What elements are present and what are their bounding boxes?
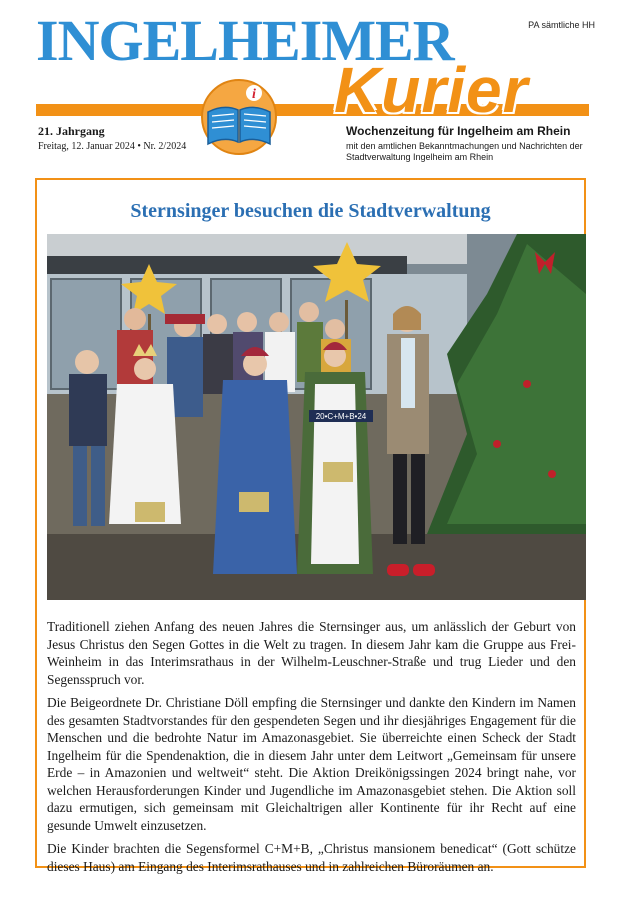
masthead [0, 0, 625, 180]
tagline-subline: mit den amtlichen Bekanntmachungen und Nachrichten der Stadtverwaltung Ingelheim am Rhein [346, 141, 583, 162]
article-headline: Sternsinger besuchen die Stadtverwaltung [130, 200, 491, 222]
distribution-label: PA sämtliche HH [528, 20, 595, 30]
photo-chalk-label: 20•C+M+B•24 [315, 412, 367, 421]
issue-date: Freitag, 12. Januar 2024 • Nr. 2/2024 [38, 141, 187, 152]
newspaper-subtitle: Kurier [334, 54, 529, 126]
article-paragraph: Traditionell ziehen Anfang des neuen Jahres die Sternsinger aus, um anlässlich der Geburt von Jesus Christus den Segen Gottes in die Welt zu tragen. In diesem Jahr kam die Gruppe aus Frei-Weinheim in das Interimsrathaus in der Wilhelm-Leuschner-Straße und trug Lieder und den Segensspruch vor. [47, 619, 576, 687]
book-globe-logo-icon [200, 78, 278, 156]
newspaper-title: INGELHEIMER [36, 8, 454, 73]
tagline: Wochenzeitung für Ingelheim am Rhein [346, 124, 571, 138]
sternsinger-group-photo [47, 234, 586, 600]
article-box [35, 178, 586, 874]
tagline-block [346, 124, 596, 163]
article-paragraph: Die Kinder brachten die Segensformel C+M+B, „Christus mansionem benedicat“ (Gott schütze dieses Haus) am Eingang des Interimsrathauses und in zahlreichen Büroräumen an. [47, 841, 576, 874]
logo-letter: i [252, 87, 256, 102]
article-body [47, 618, 576, 881]
article-paragraph: Die Beigeordnete Dr. Christiane Döll empfing die Sternsinger und dankte den Kindern im Namen des gesamten Stadtvorstandes für den gespendeten Segen und ihr diesjähriges Engagement für die Menschen und die bedrohte Natur im Amazonasgebiet. Sie überreichte einen Scheck der Stadt Ingelheim für die Spendenaktion, die in diesem Jahr unter dem Leitwort „Gemeinsam für unsere Erde – in Amazonien und weltweit“ steht. Die Aktion Dreikönigssingen 2024 bringt nahe, vor welchen Herausforderungen Kinder und Jugendliche im Amazonasgebiet stehen. Die Aktion soll dazu ermutigen, sich gemeinsam mit Gleichaltrigen aller Kontinente für ihr Recht auf eine gesunde Umwelt einzusetzen. [47, 695, 576, 833]
issue-info [38, 124, 186, 152]
volume-label: 21. Jahrgang [38, 124, 105, 138]
article-photo [47, 234, 586, 600]
